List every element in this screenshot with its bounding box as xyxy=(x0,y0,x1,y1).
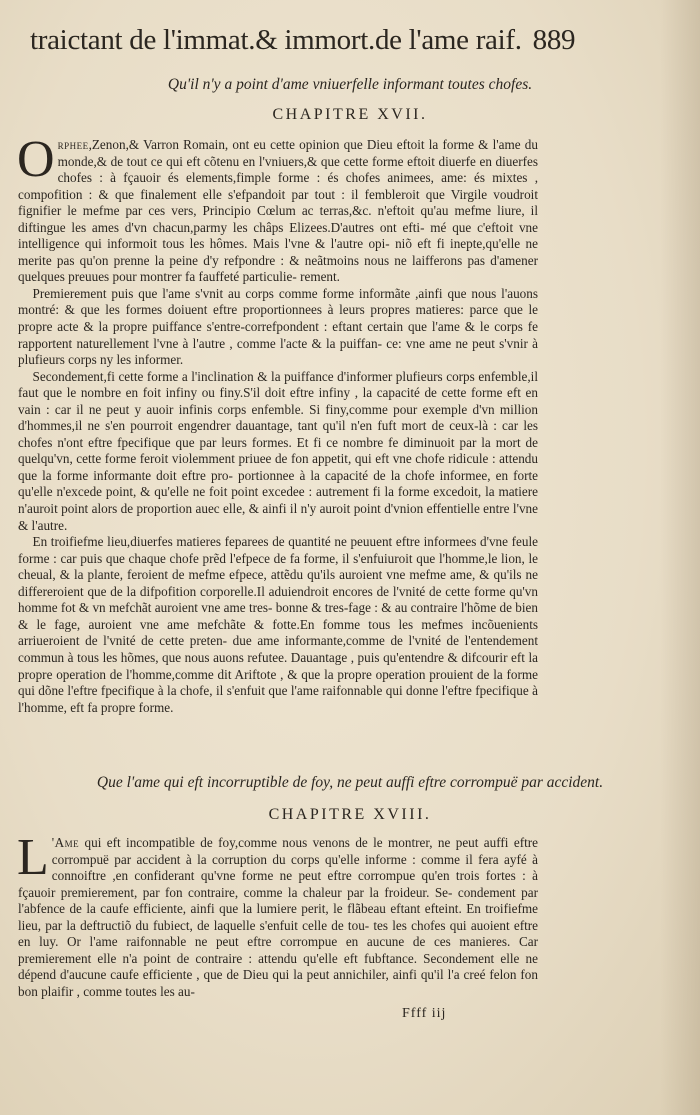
page-number: 889 xyxy=(532,24,576,56)
chapter-18-body xyxy=(17,829,538,1000)
chapter-17-paragraph-1 xyxy=(17,131,538,286)
opening-word: rphee xyxy=(57,137,89,152)
chapter-17-paragraph-3: Secondement,fi cette forme a l'inclination & la puiffance d'informer plufieurs corps enfemble,il faut que le nombre en foit infiny ou finy.S'il doit eftre infiny , la capacité de cette forme eft en vain : car il ne peut y auoir infinis corps enfemble. Si finy,comme pour exemple d'vn million d'hommes,il ne s'en pourroit engendrer dauantage, tant qu'il n'en fuft mort de ceux-là : car les chofes n'ont eftre fpecifique que par leurs formes. Et fi ce nombre fe diminuoit par la mort de quelqu'vn, cette forme feroit violemment priuee de fon appetit, qui eft vne chofe ridicule : attendu que la forme informante doit eftre pro- portionnee à la capacité de la chofe informee, en forte qu'elle n'excede point, & qu'elle ne foit point excedee : autrement fi la forme excedoit, la matiere n'auroit point alors de proportion auec elle, & ainfi il n'y auroit point d'vnion effentielle entre l'vne & l'autre. xyxy=(18,368,538,533)
chapter-17-paragraph-4: En troifiefme lieu,diuerfes matieres feparees de quantité ne peuuent eftre informees d'vne feule forme : car puis que chaque chofe prẽd l'efpece de fa forme, il s'enfuiuroit que l'homme,le lion, le cheual, & la plante, feroient de mefme efpece, attẽdu qu'ils auroient vne mefme ame, & qu'ils ne differeroient que de la difpofition corporelle.Il aduiendroit encores de l'vnité de cette forme qu'vn homme fot & vn mefchãt auroient vne ame tres- bonne & tres-fage : & au contraire l'hõme de bien & le fage, auroient vne ame mefchãte & fotte.En fomme tous les mefmes incõuenients arriueroient de l'vnité de cette preten- due ame informante,comme de l'vnité de l'entendement commun à tous les hõmes, que nous auons refutee. Dauantage , puis qu'entendre & difcourir eft la propre operation de l'homme,comme dit Ariftote , & que la propre operation prouient de la forme qui dõne l'eftre fpecifique à la chofe, il s'enfuit que l'ame raifonnable qui donne l'eftre fpecifique à l'homme, eft fa propre forme. xyxy=(18,534,538,715)
running-head-text: traictant de l'immat.& immort.de l'ame raif. xyxy=(30,24,522,56)
running-head xyxy=(30,22,576,58)
chapter-17-heading: CHAPITRE XVII. xyxy=(272,106,428,123)
chapter-18-heading: CHAPITRE XVIII. xyxy=(268,806,432,823)
chapter-17-body xyxy=(17,131,538,716)
chapter-17-paragraph-2: Premierement puis que l'ame s'vnit au corps comme forme informãte ,ainfi que nous l'auons montré: & que les formes doiuent eftre proportionnees à leurs propres matieres: parce que le propre acte & la propre puiffance s'entre-correfpondent : eftant certain que l'ame & le corps fe rapportent naturellement l'vne à l'autre , comme l'acte & la puiffan- ce: vne ame ne peut s'vnir à plufieurs corps ny les informer. xyxy=(18,285,538,368)
page-edge-shadow xyxy=(660,0,700,1115)
paragraph-text: ,Zenon,& Varron Romain, ont eu cette opinion que Dieu eftoit la forme & l'ame du monde,& de tout ce qui eft cõtenu en l'vniuers,& que cette forme eftoit diuerfe en diuerfes chofes : à fçauoir és elements,fimple forme : és chofes animees, ame: és mixtes , compofition : & que finalement elle s'efpandoit par tout : il fembleroit que Virgile voudroit fignifier le mefme par ces vers, Principio Cœlum ac terras,&c. n'eftoit qu'au mefme liure, il diftingue les ames d'vn chacun,parmy les châps Elizees.D'autres ont efti- mé que c'eftoit vne intelligence qui informoit tous les hômes. Mais l'vne & l'autre opi- niõ eft fi inepte,qu'elle ne merite pas qu'on prenne la peine d'y refpondre : & neãtmoins nous ne laifferons pas d'amener quelques preuues pour montrer fa fauffeté particulie- rement. xyxy=(18,137,538,285)
opening-word: 'Ame xyxy=(51,835,80,850)
chapter-18-title: Que l'ame qui eft incorruptible de foy, ne peut auffi eftre corrompuë par accident. xyxy=(96,774,604,791)
paragraph-text: qui eft incompatible de foy,comme nous venons de le montrer, ne peut auffi eftre corrompuë par accident à la corruption du corps qu'elle informe : comme il fera ayfé à connoiftre ,en confiderant qu'vne forme ne peut eftre corrompue qu'en trois fortes : à fçauoir premierement, par fon contraire, comme la chaleur par la froideur. Se- condement par l'abfence de la caufe efficiente, ainfi que la lumiere perit, le flãbeau eftant efteint. En troifiefme lieu, par la deftructiõ du fubiect, de laquelle s'enfuit celle de tou- tes les chofes qui auoient eftre en luy. Or l'ame raifonnable ne peut eftre corrompue en aucune de ces manieres. Car premierement elle n'a point de contraire : attendu qu'elle eft fubftance. Secondement elle ne dépend d'aucune caufe efficiente , que de Dieu qui la peut annichiler, ainfi qu'il l'a creé felon fon bon plaifir , comme toutes les au- xyxy=(18,835,538,999)
drop-cap: O xyxy=(17,131,55,188)
chapter-17-title: Qu'il n'y a point d'ame vniuerfelle informant toutes chofes. xyxy=(167,76,533,93)
signature-mark: Ffff iij xyxy=(402,1006,447,1021)
chapter-18-paragraph-1 xyxy=(17,829,538,1000)
drop-cap: L xyxy=(17,829,49,886)
